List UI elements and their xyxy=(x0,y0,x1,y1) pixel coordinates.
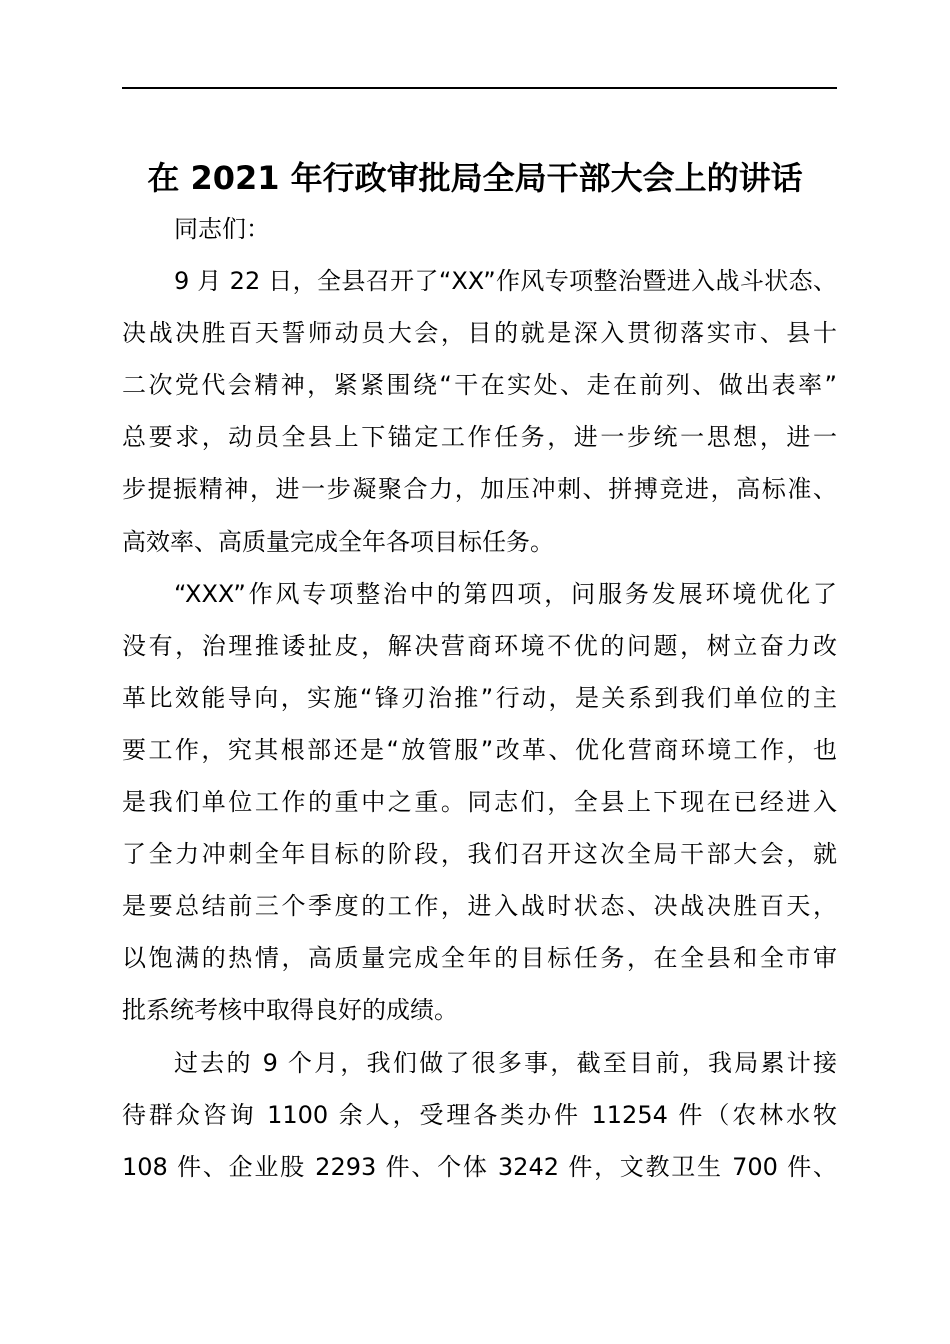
text-line: 是我们单位工作的重中之重。同志们，全县上下现在已经进入 xyxy=(122,788,837,817)
text-line: 二次党代会精神，紧紧围绕“干在实处、走在前列、做出表率” xyxy=(122,371,837,400)
text-line: 过去的 9 个月，我们做了很多事，截至目前，我局累计接 xyxy=(174,1048,837,1077)
text-line: 9 月 22 日，全县召开了“XX”作风专项整治暨进入战斗状态、 xyxy=(174,267,837,296)
text-line: 同志们： xyxy=(174,215,270,243)
text-line: “XXX”作风专项整治中的第四项，问服务发展环境优化了 xyxy=(174,579,837,608)
document-body xyxy=(122,203,837,1193)
text-line: 108 件、企业股 2293 件、个体 3242 件，文教卫生 700 件、 xyxy=(122,1152,837,1181)
text-line: 待群众咨询 1100 余人，受理各类办件 11254 件（农林水牧 xyxy=(122,1100,837,1129)
text-line: 是要总结前三个季度的工作，进入战时状态、决战决胜百天， xyxy=(122,892,837,921)
text-line: 以饱满的热情，高质量完成全年的目标任务，在全县和全市审 xyxy=(122,944,837,973)
text-line: 总要求，动员全县上下锚定工作任务，进一步统一思想，进一 xyxy=(122,423,837,452)
text-line: 步提振精神，进一步凝聚合力，加压冲刺、拼搏竞进，高标准、 xyxy=(122,475,837,504)
text-line: 高效率、高质量完成全年各项目标任务。 xyxy=(122,527,554,556)
text-line: 革比效能导向，实施“锋刃治推”行动，是关系到我们单位的主 xyxy=(122,683,837,712)
text-line: 要工作，究其根部还是“放管服”改革、优化营商环境工作，也 xyxy=(122,735,837,764)
text-line: 决战决胜百天誓师动员大会，目的就是深入贯彻落实市、县十 xyxy=(122,319,837,348)
text-line: 了全力冲刺全年目标的阶段，我们召开这次全局干部大会，就 xyxy=(122,840,837,869)
text-line: 没有，治理推诿扯皮，解决营商环境不优的问题，树立奋力改 xyxy=(122,631,837,660)
header-rule xyxy=(122,87,837,89)
document-title: 在 2021 年行政审批局全局干部大会上的讲话 xyxy=(147,159,803,197)
text-line: 批系统考核中取得良好的成绩。 xyxy=(122,996,458,1025)
